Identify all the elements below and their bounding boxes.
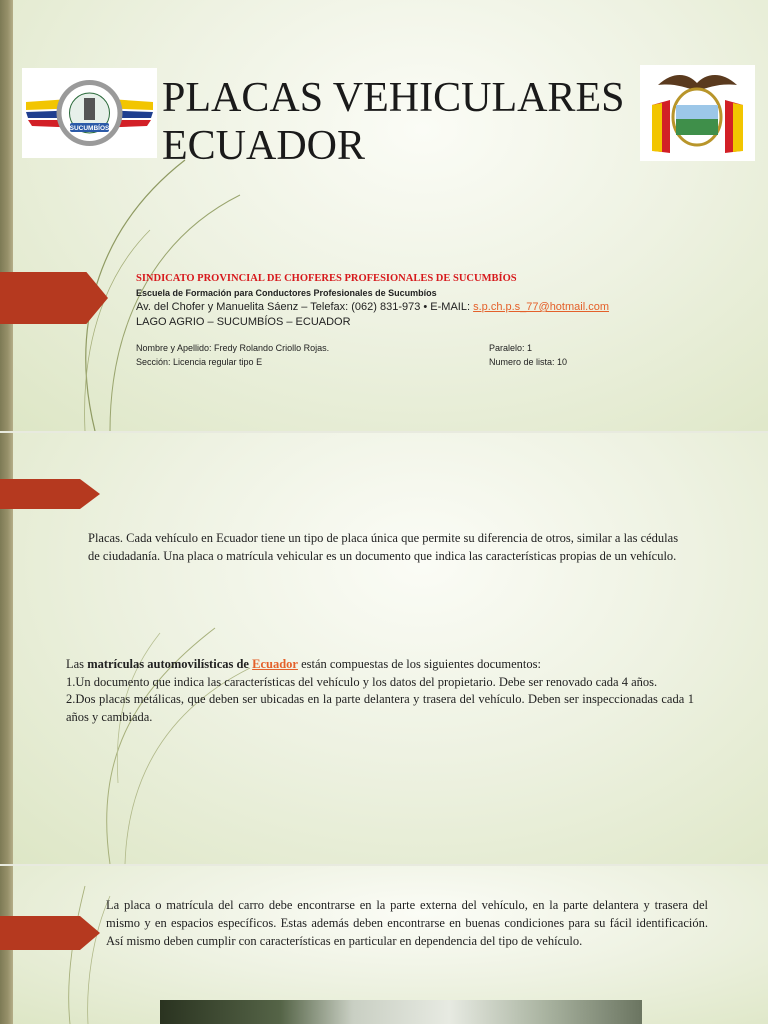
documents-lead: Las matrículas automovilísticas de Ecuador están compuestas de los siguientes documentos: bbox=[66, 657, 541, 671]
slide-2 bbox=[0, 433, 768, 864]
placement-paragraph: La placa o matrícula del carro debe encontrarse en la parte externa del vehículo, en la parte delantera y trasera del mismo y en espacios específicos. Estas además deben encontrarse en buenas condiciones para su fácil identificación. Así mismo deben cumplir con características en particular en dependencia del tipo de vehículo. bbox=[106, 898, 708, 948]
organization-header bbox=[136, 272, 756, 330]
accent-arrow bbox=[0, 916, 100, 950]
slide-3 bbox=[0, 866, 768, 1024]
document-item-1: 1.Un documento que indica las características del vehículo y los datos del propietario. Debe ser renovado cada 4 años. bbox=[66, 674, 658, 689]
sindicato-logo bbox=[22, 68, 157, 158]
org-name: SINDICATO PROVINCIAL DE CHOFERES PROFESIONALES DE SUCUMBÍOS bbox=[136, 273, 517, 284]
intro-paragraph: Placas. Cada vehículo en Ecuador tiene un tipo de placa única que permite su diferencia de otros, similar a las cédulas de ciudadanía. Una placa o matrícula vehicular es un documento que indica las características propias de un vehículo. bbox=[88, 531, 679, 563]
svg-text:SUCUMBÍOS: SUCUMBÍOS bbox=[69, 125, 110, 132]
section: Sección: Licencia regular tipo E bbox=[136, 357, 263, 367]
decorative-curves bbox=[0, 433, 768, 864]
page-title: PLACAS VEHICULARES ECUADOR bbox=[162, 75, 625, 169]
ecuador-link[interactable]: Ecuador bbox=[252, 657, 298, 671]
sidebar-bar bbox=[0, 0, 13, 431]
address-text: Av. del Chofer y Manuelita Sáenz – Telefax: (062) 831-973 • E-MAIL: bbox=[136, 301, 474, 313]
list-number: Numero de lista: 10 bbox=[489, 357, 568, 367]
documents-paragraph bbox=[66, 656, 694, 726]
email-link[interactable]: s.p.ch.p.s_77@hotmail.com bbox=[473, 301, 609, 313]
location-line: LAGO AGRIO – SUCUMBÍOS – ECUADOR bbox=[136, 316, 351, 328]
vehicle-photo bbox=[160, 1000, 642, 1024]
accent-arrow bbox=[0, 479, 100, 509]
student-name: Nombre y Apellido: Fredy Rolando Criollo Rojas. bbox=[136, 343, 330, 353]
address-line bbox=[136, 300, 756, 315]
school-name: Escuela de Formación para Conductores Profesionales de Sucumbíos bbox=[136, 288, 437, 298]
slide-1 bbox=[0, 0, 768, 431]
coat-of-arms-logo bbox=[640, 65, 755, 161]
bold-term: matrículas automovilísticas de bbox=[87, 657, 253, 671]
accent-arrow bbox=[0, 272, 108, 324]
document-item-2: 2.Dos placas metálicas, que deben ser ubicadas en la parte delantera y trasera del vehículo. Deben ser inspeccionadas cada 1 años y cambiada. bbox=[66, 692, 694, 724]
paralelo: Paralelo: 1 bbox=[489, 343, 533, 353]
